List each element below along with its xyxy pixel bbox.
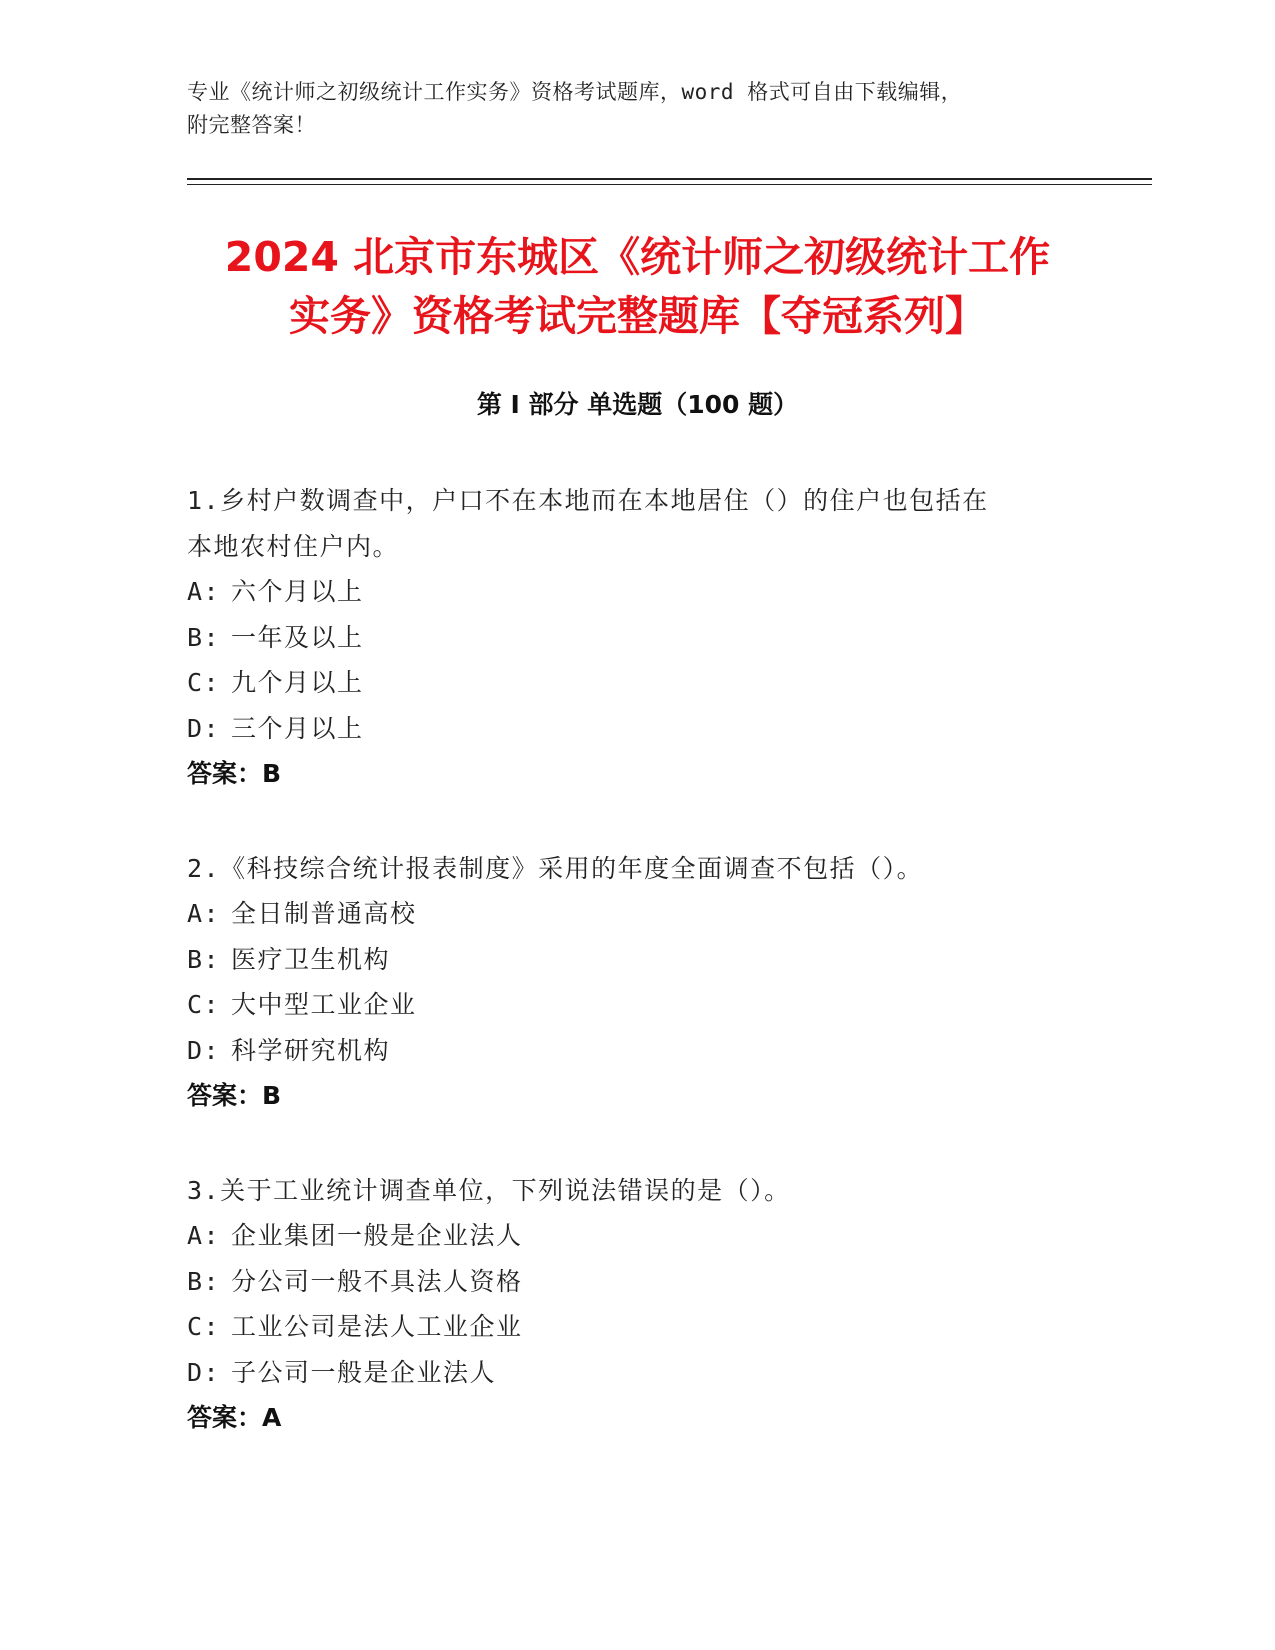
answer-label: 答案：A xyxy=(187,1403,282,1432)
document-title xyxy=(150,228,1125,346)
option-letter: C: xyxy=(187,1312,221,1341)
option-text: 科学研究机构 xyxy=(231,1035,391,1065)
option-letter: B: xyxy=(187,1266,221,1296)
option-letter: C: xyxy=(187,668,221,697)
option-d xyxy=(187,706,1067,752)
option-text: 医疗卫生机构 xyxy=(231,944,391,974)
header-note-line-2: 附完整答案！ xyxy=(187,113,316,137)
document-title-line-1: 2024 北京市东城区《统计师之初级统计工作 xyxy=(224,233,1051,281)
option-b xyxy=(187,615,1067,661)
option-letter: C: xyxy=(187,990,221,1019)
option-letter: A: xyxy=(187,577,221,606)
option-c xyxy=(187,660,1067,706)
header-divider-thick xyxy=(187,178,1152,180)
option-a xyxy=(187,569,1067,615)
header-divider-thin xyxy=(187,184,1152,185)
option-text: 企业集团一般是企业法人 xyxy=(231,1221,523,1250)
answer-label: 答案：B xyxy=(187,759,282,788)
option-text: 工业公司是法人工业企业 xyxy=(231,1312,523,1341)
option-letter: A: xyxy=(187,899,221,928)
option-letter: D: xyxy=(187,1357,221,1387)
question-stem xyxy=(187,478,1067,569)
section-heading: 第 I 部分 单选题（100 题） xyxy=(476,390,799,419)
question-stem xyxy=(187,846,1067,892)
option-text: 六个月以上 xyxy=(231,577,364,606)
option-text: 大中型工业企业 xyxy=(231,990,417,1019)
option-text: 九个月以上 xyxy=(231,668,364,697)
question-stem-line: 本地农村住户内。 xyxy=(187,531,400,561)
header-note xyxy=(187,76,1087,142)
question-item xyxy=(187,1168,1067,1441)
question-stem xyxy=(187,1168,1067,1214)
option-letter: B: xyxy=(187,944,221,974)
question-stem-line: 3.关于工业统计调查单位，下列说法错误的是（）。 xyxy=(187,1175,791,1205)
option-letter: D: xyxy=(187,713,221,743)
option-d xyxy=(187,1350,1067,1396)
option-a xyxy=(187,1213,1067,1259)
option-a xyxy=(187,891,1067,937)
question-list xyxy=(187,478,1067,1490)
option-letter: B: xyxy=(187,622,221,652)
option-letter: A: xyxy=(187,1221,221,1250)
option-b xyxy=(187,937,1067,983)
option-c xyxy=(187,982,1067,1028)
question-item xyxy=(187,478,1067,797)
option-text: 三个月以上 xyxy=(231,713,364,743)
option-text: 分公司一般不具法人资格 xyxy=(231,1266,523,1296)
option-text: 子公司一般是企业法人 xyxy=(231,1357,497,1387)
option-text: 一年及以上 xyxy=(231,622,364,652)
question-item xyxy=(187,846,1067,1119)
document-title-line-2: 实务》资格考试完整题库【夺冠系列】 xyxy=(289,292,986,340)
option-d xyxy=(187,1028,1067,1074)
header-note-line-1: 专业《统计师之初级统计工作实务》资格考试题库，word 格式可自由下载编辑， xyxy=(187,80,963,104)
option-b xyxy=(187,1259,1067,1305)
question-stem-line: 2.《科技综合统计报表制度》采用的年度全面调查不包括（）。 xyxy=(187,853,924,883)
option-text: 全日制普通高校 xyxy=(231,899,417,928)
question-stem-line: 1.乡村户数调查中，户口不在本地而在本地居住（）的住户也包括在 xyxy=(187,486,989,515)
option-letter: D: xyxy=(187,1035,221,1065)
answer-label: 答案：B xyxy=(187,1081,282,1110)
option-c xyxy=(187,1304,1067,1350)
